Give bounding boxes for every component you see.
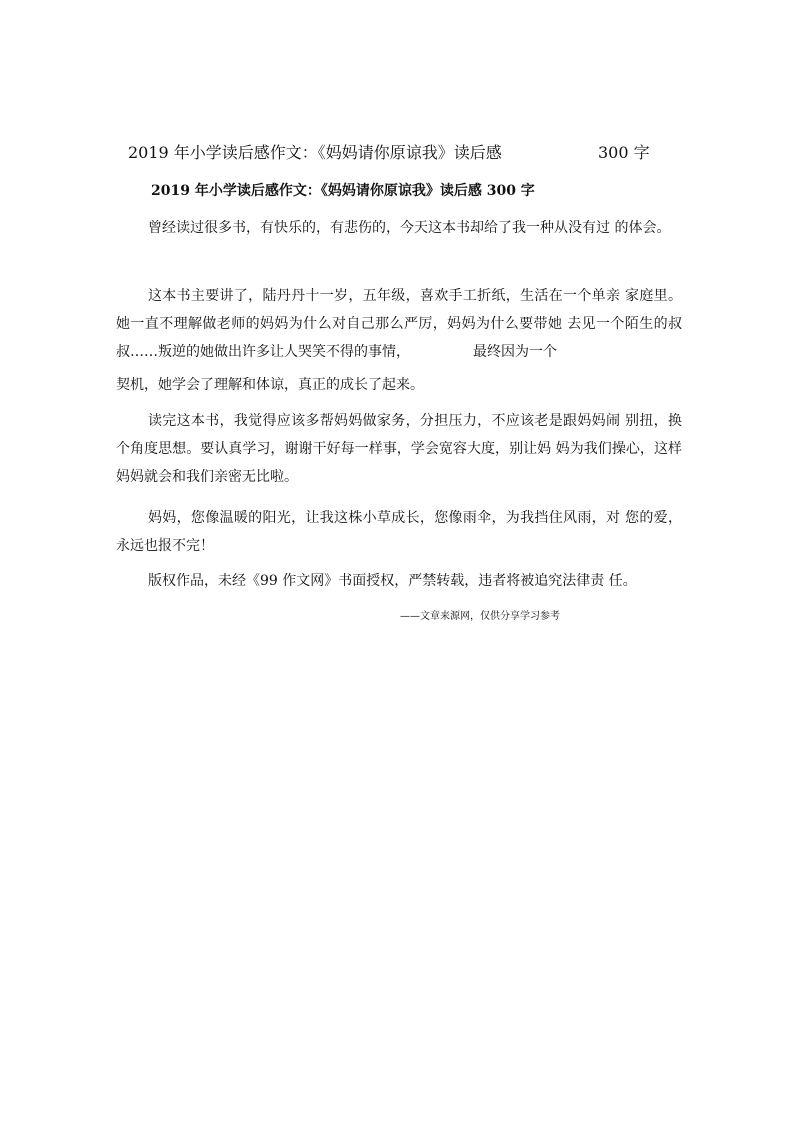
paragraph-intro: 曾经读过很多书，有快乐的，有悲伤的，今天这本书却给了我一种从没有过 的体会。	[148, 220, 671, 236]
paragraph-summary: 这本书主要讲了，陆丹丹十一岁，五年级，喜欢手工折纸，生活在一个单亲 家庭里。她一直不理解做老师的妈妈为什么对自己那么严厉，妈妈为什么要带她 去见一个陌生的叔叔……叛逆的她做出许多让人哭笑不得的事情， 最终因为一个	[116, 288, 682, 360]
document-title	[128, 141, 688, 165]
paragraph-copyright: 版权作品，未经《99 作文网》书面授权，严禁转载，违者将被追究法律责 任。	[148, 573, 637, 589]
paragraph-to-mom: 妈妈，您像温暖的阳光，让我这株小草成长，您像雨伞，为我挡住风雨，对 您的爱，永远也报不完！	[116, 510, 682, 554]
document-subtitle: 2019 年小学读后感作文：《妈妈请你原谅我》读后感 300 字	[151, 183, 535, 199]
title-word-count: 300 字	[598, 143, 650, 162]
title-text: 2019 年小学读后感作文：《妈妈请你原谅我》读后感	[128, 143, 502, 162]
source-note: ——文章来源网，仅供分享学习参考	[400, 611, 560, 622]
paragraph-reflection: 读完这本书，我觉得应该多帮妈妈做家务，分担压力，不应该老是跟妈妈闹 别扭，换个角度思想。要认真学习，谢谢干好每一样事，学会宽容大度，别让妈 妈为我们操心，这样妈妈就会和我们亲密无比啦。	[116, 413, 682, 485]
paragraph-summary-continued: 契机，她学会了理解和体谅，真正的成长了起来。	[116, 377, 424, 393]
